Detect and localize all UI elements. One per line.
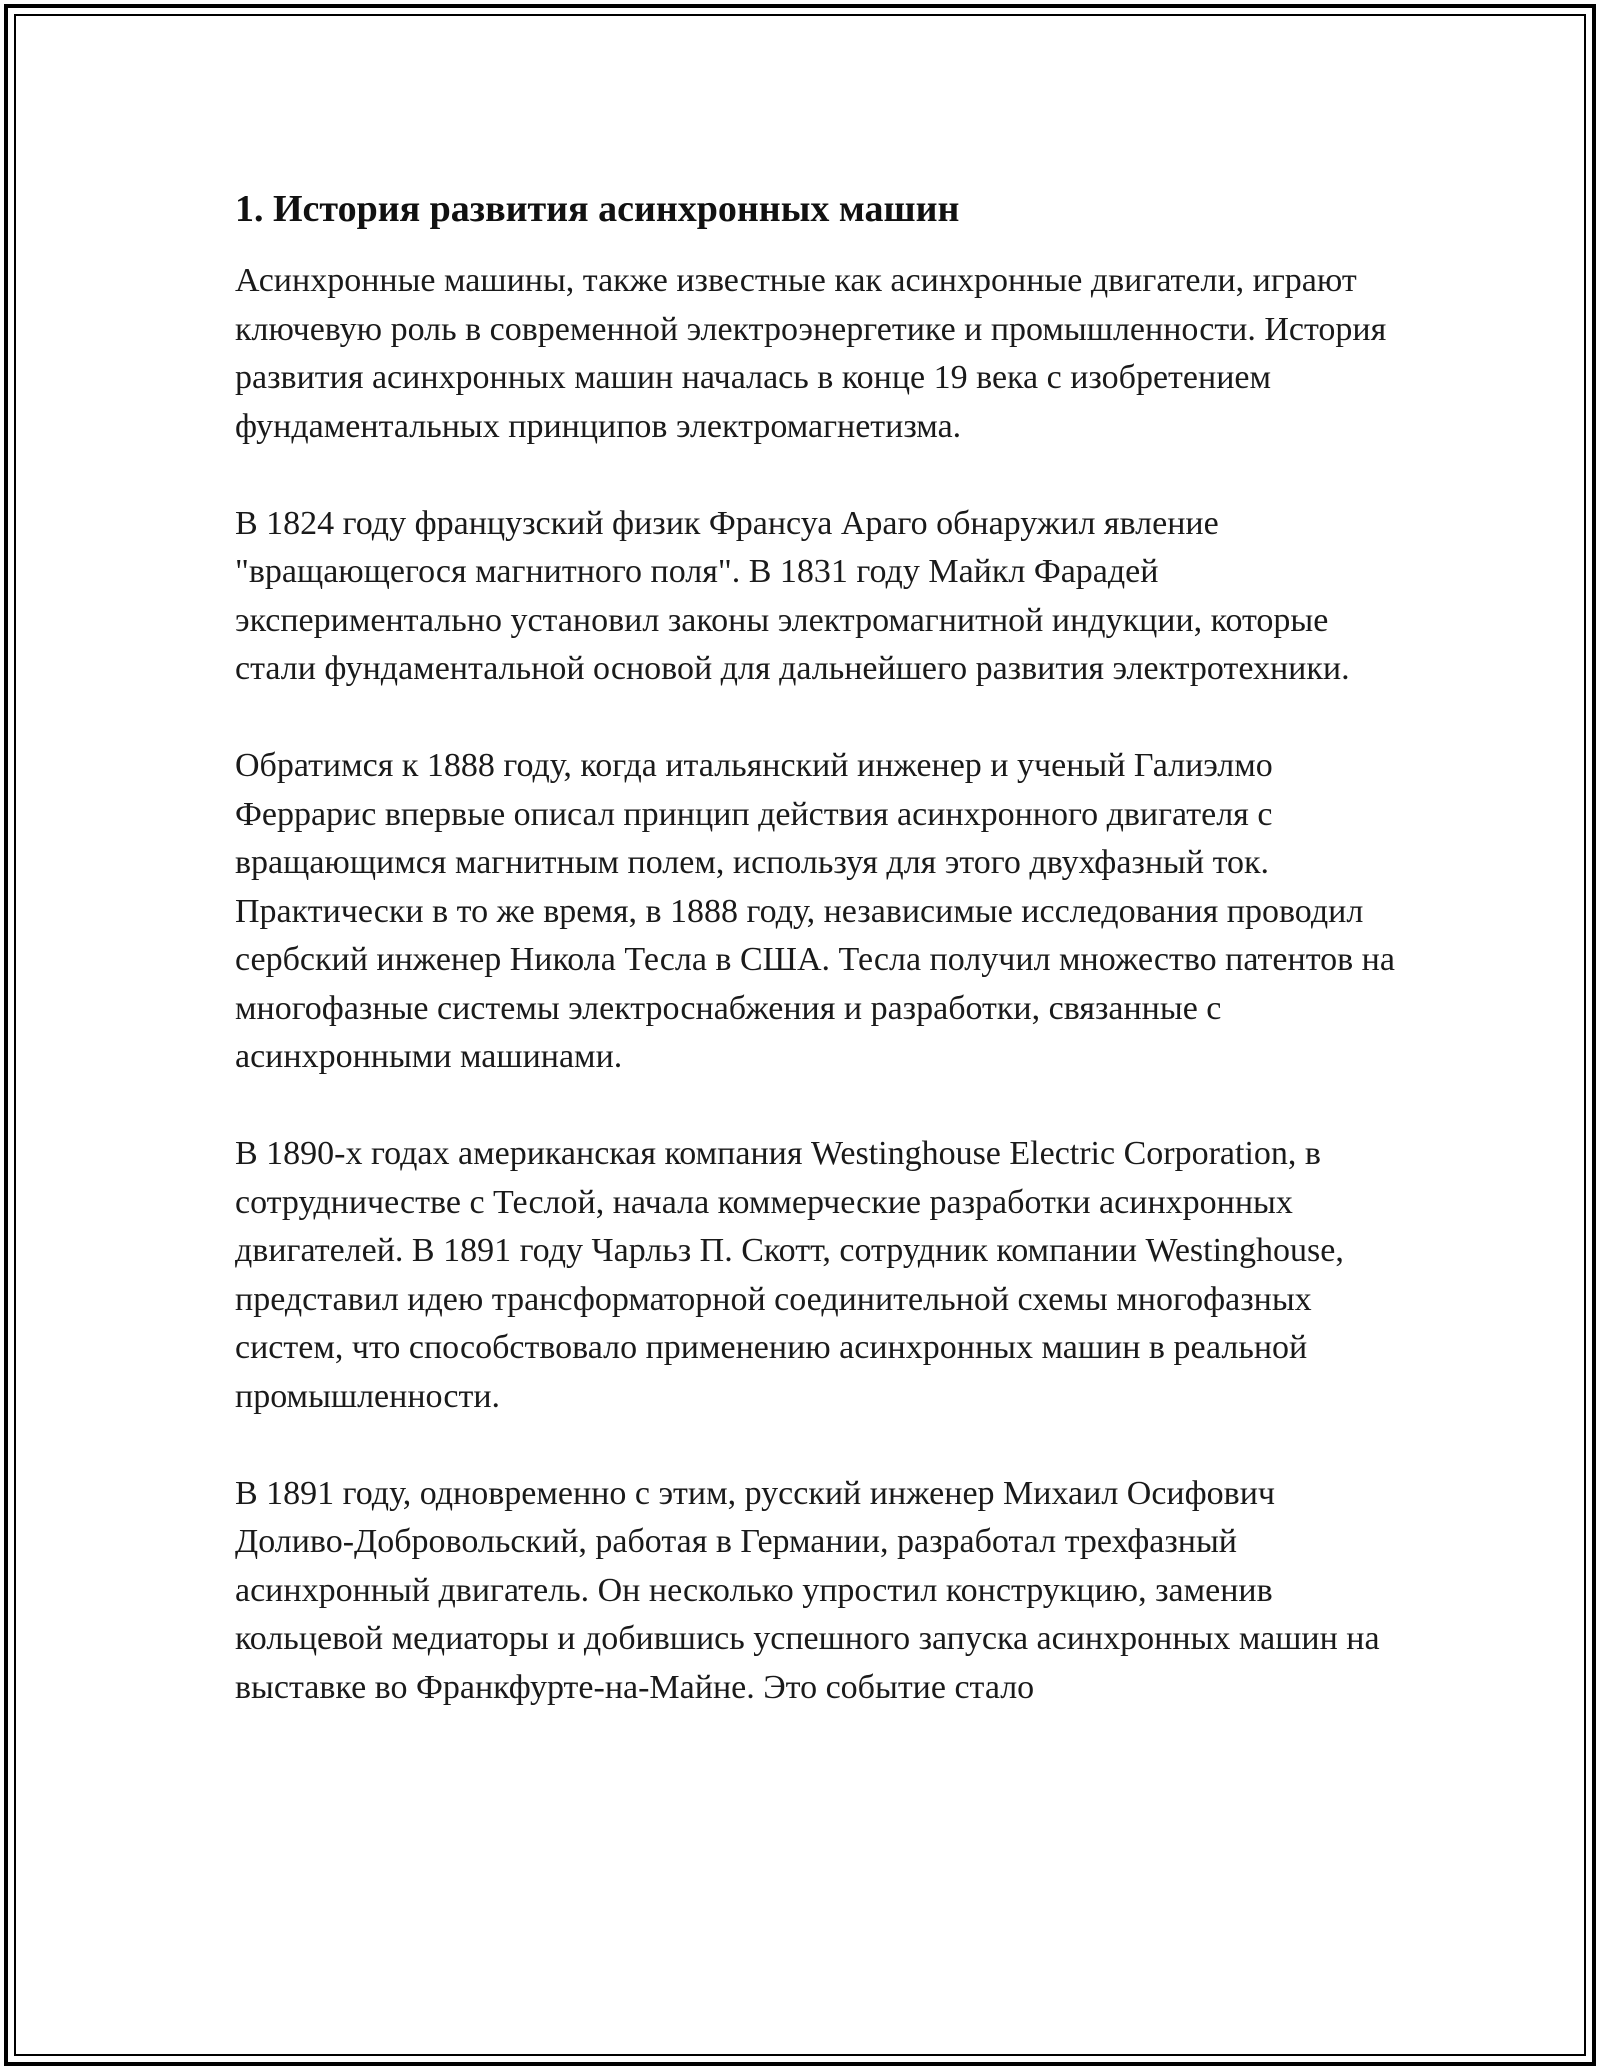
paragraph-arago-faraday: В 1824 году французский физик Франсуа Араго обнаружил явление "вращающегося магнитного поля". В 1831 году Майкл Фарадей экспериментально установил законы электромагнитной индукции, которые стали фундаментальной основой для дальнейшего развития электротехники. — [235, 504, 1350, 687]
paragraph-intro: Асинхронные машины, также известные как асинхронные двигатели, играют ключевую роль в современной электроэнергетике и промышленности. История развития асинхронных машин началась в конце 19 века с изобретением фундаментальных принципов электромагнетизма. — [235, 262, 1387, 445]
document-body — [235, 185, 1400, 1761]
paragraph-ferraris-tesla: Обратимся к 1888 году, когда итальянский инженер и ученый Галиэлмо Феррарис впервые описал принцип действия асинхронного двигателя с вращающимся магнитным полем, используя для этого двухфазный ток. Практически в то же время, в 1888 году, независимые исследования проводил сербский инженер Никола Тесла в США. Тесла получил множество патентов на многофазные системы электроснабжения и разработки, связанные с асинхронными машинами. — [235, 747, 1395, 1075]
paragraph-westinghouse: В 1890-х годах американская компания Westinghouse Electric Corporation, в сотрудничестве с Теслой, начала коммерческие разработки асинхронных двигателей. В 1891 году Чарльз П. Скотт, сотрудник компании Westinghouse, представил идею трансформаторной соединительной схемы многофазных систем, что способствовало применению асинхронных машин в реальной промышленности. — [235, 1135, 1344, 1415]
paragraph-dolivo-dobrovolsky: В 1891 году, одновременно с этим, русский инженер Михаил Осифович Доливо-Добровольский, работая в Германии, разработал трехфазный асинхронный двигатель. Он несколько упростил конструкцию, заменив кольцевой медиаторы и добившись успешного запуска асинхронных машин на выставке во Франкфурте-на-Майне. Это событие стало — [235, 1474, 1380, 1706]
section-heading: 1. История развития асинхронных машин — [235, 188, 960, 230]
